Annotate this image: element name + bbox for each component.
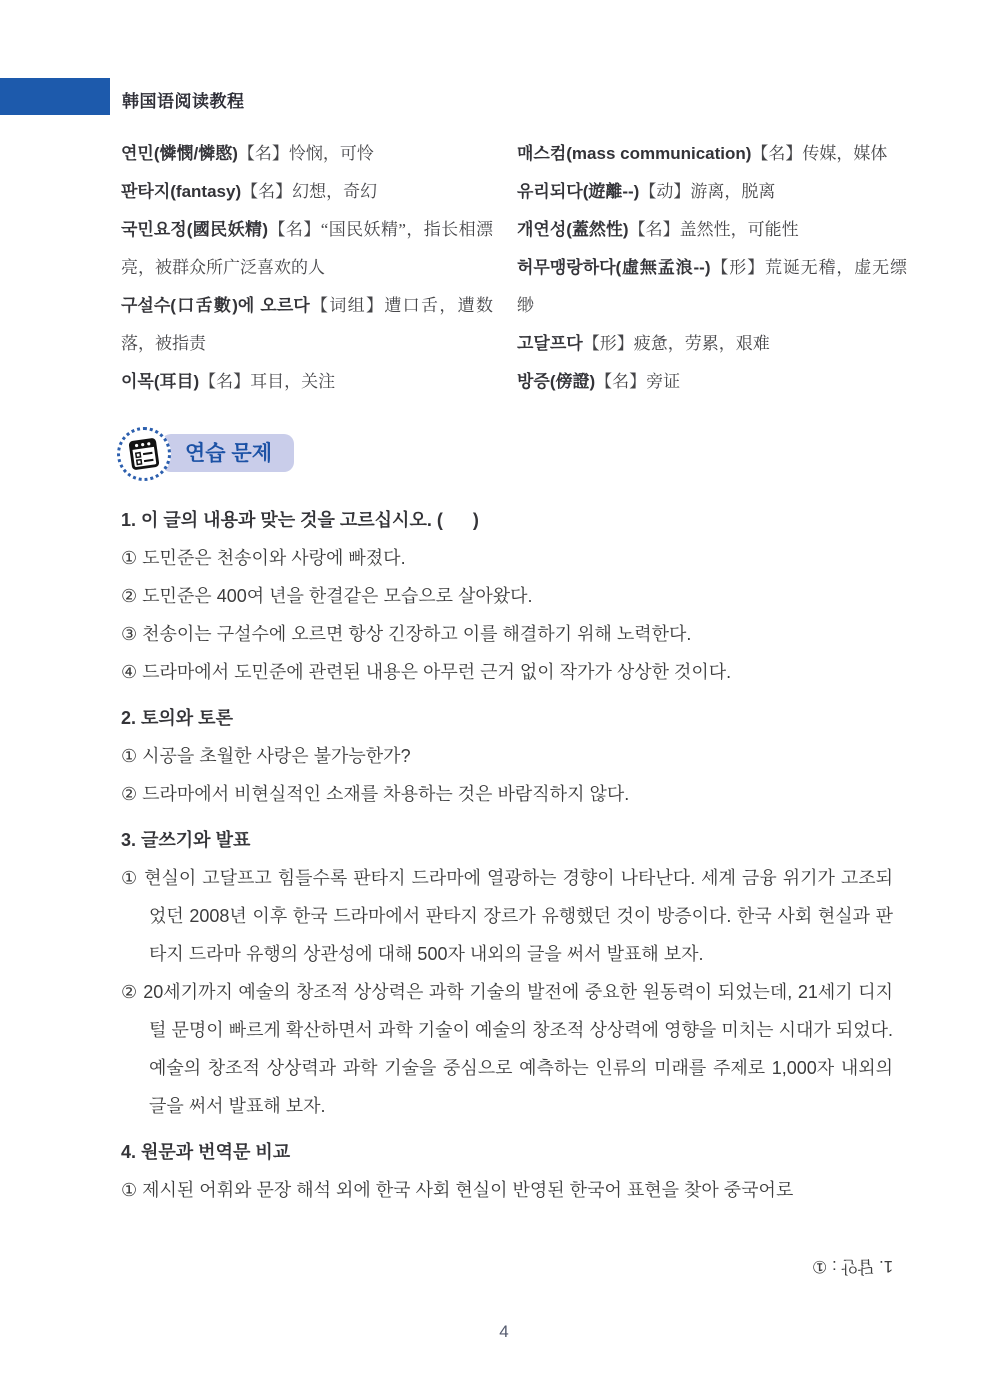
option-3: ③ 천송이는 구설수에 오르면 항상 긴장하고 이를 해결하기 위해 노력한다.: [121, 624, 692, 644]
vocab-translation: 【名】旁证: [595, 372, 681, 391]
vocab-translation: 【名】“国民妖精”，指长相漂亮，被群众所广泛喜欢的人: [121, 220, 493, 277]
vocab-headword: 이목(耳目): [121, 372, 200, 391]
section-title: 1. 이 글의 내용과 맞는 것을 고르십시오. ( ): [121, 510, 479, 530]
vocab-headword: 판타지(fantasy): [121, 182, 242, 201]
answer-key-text: 1. 답안 : ①: [811, 1257, 893, 1276]
vocab-entry: [121, 135, 493, 173]
vocab-translation: 【名】怜悯，可怜: [237, 144, 374, 163]
section-title: 3. 글쓰기와 발표: [121, 830, 251, 850]
vocab-entry: [517, 211, 907, 249]
exercise-content: [121, 501, 893, 1209]
vocab-translation: 【词组】遭口舌，遭数落，被指责: [121, 296, 494, 353]
vocab-translation: 【名】盖然性，可能性: [628, 220, 799, 239]
option-4: ④ 드라마에서 도민준에 관련된 내용은 아무런 근거 없이 작가가 상상한 것이다.: [121, 662, 732, 682]
vocab-entry: [517, 173, 907, 211]
answer-key-upside-down: [812, 1256, 893, 1281]
writing-task-1: ① 현실이 고달프고 힘들수록 판타지 드라마에 열광하는 경향이 나타난다. 세계 금융 위기가 고조되었던 2008년 이후 한국 드라마에서 판타지 장르가 유행했던 것이 방증이다. 한국 사회 현실과 판타지 드라마 유행의 상관성에 대해 500자 내외의 글을 써서 발표해 보자.: [121, 868, 893, 964]
option-2: ② 도민준은 400여 년을 한결같은 모습으로 살아왔다.: [121, 586, 533, 606]
section-1: [121, 501, 893, 691]
comparison-task-1: ① 제시된 어휘와 문장 해석 외에 한국 사회 현실이 반영된 한국어 표현을 찾아 중국어로: [121, 1180, 794, 1200]
vocab-headword: 개연성(蓋然性): [517, 220, 629, 239]
vocab-entry: [517, 249, 907, 325]
section-4: [121, 1133, 893, 1209]
vocab-headword: 매스컴(mass communication): [517, 144, 752, 163]
vocab-translation: 【名】幻想，奇幻: [241, 182, 378, 201]
vocab-entry: [121, 363, 493, 401]
section-title: 2. 토의와 토론: [121, 708, 233, 728]
option-1: ① 도민준은 천송이와 사랑에 빠졌다.: [121, 548, 406, 568]
section-2: [121, 699, 893, 813]
vocab-entry: [121, 173, 493, 211]
vocab-headword: 고달프다: [517, 334, 583, 353]
vocab-headword: 구설수(口舌數)에 오르다: [121, 296, 310, 315]
vocab-headword: 연민(憐憫/憐愍): [121, 144, 238, 163]
vocab-entry: [121, 287, 493, 363]
vocabulary-column-right: [517, 135, 907, 401]
vocab-entry: [121, 211, 493, 287]
vocab-headword: 허무맹랑하다(虛無孟浪--): [517, 258, 711, 277]
vocab-headword: 국민요정(國民妖精): [121, 220, 269, 239]
vocab-entry: [517, 135, 907, 173]
vocab-entry: [517, 363, 907, 401]
vocab-translation: 【形】荒诞无稽，虚无缥缈: [517, 258, 907, 315]
vocabulary-column-left: [121, 135, 493, 401]
discussion-item-1: ① 시공을 초월한 사랑은 불가능한가?: [121, 746, 411, 766]
section-3: [121, 821, 893, 1125]
book-title: 韩国语阅读教程: [122, 92, 245, 111]
page-number: 4: [499, 1322, 509, 1341]
vocab-headword: 방증(傍證): [517, 372, 596, 391]
header-accent-bar: [0, 78, 110, 115]
vocab-translation: 【形】疲惫，劳累，艰难: [582, 334, 770, 353]
vocab-headword: 유리되다(遊離--): [517, 182, 640, 201]
vocab-entry: [517, 325, 907, 363]
exercise-badge-label: 연습 문제: [161, 434, 294, 472]
discussion-item-2: ② 드라마에서 비현실적인 소재를 차용하는 것은 바람직하지 않다.: [121, 784, 630, 804]
section-title: 4. 원문과 번역문 비교: [121, 1142, 291, 1162]
notebook-icon: [117, 427, 171, 481]
vocab-translation: 【名】传媒，媒体: [751, 144, 888, 163]
vocab-translation: 【名】耳目，关注: [199, 372, 336, 391]
writing-task-2: ② 20세기까지 예술의 창조적 상상력은 과학 기술의 발전에 중요한 원동력이 되었는데, 21세기 디지털 문명이 빠르게 확산하면서 과학 기술이 예술의 창조적 상상력에 영향을 미치는 시대가 되었다. 예술의 창조적 상상력과 과학 기술을 중심으로 예측하는 인류의 미래를 주제로 1,000자 내외의 글을 써서 발표해 보자.: [121, 982, 893, 1116]
vocab-translation: 【动】游离，脱离: [639, 182, 776, 201]
